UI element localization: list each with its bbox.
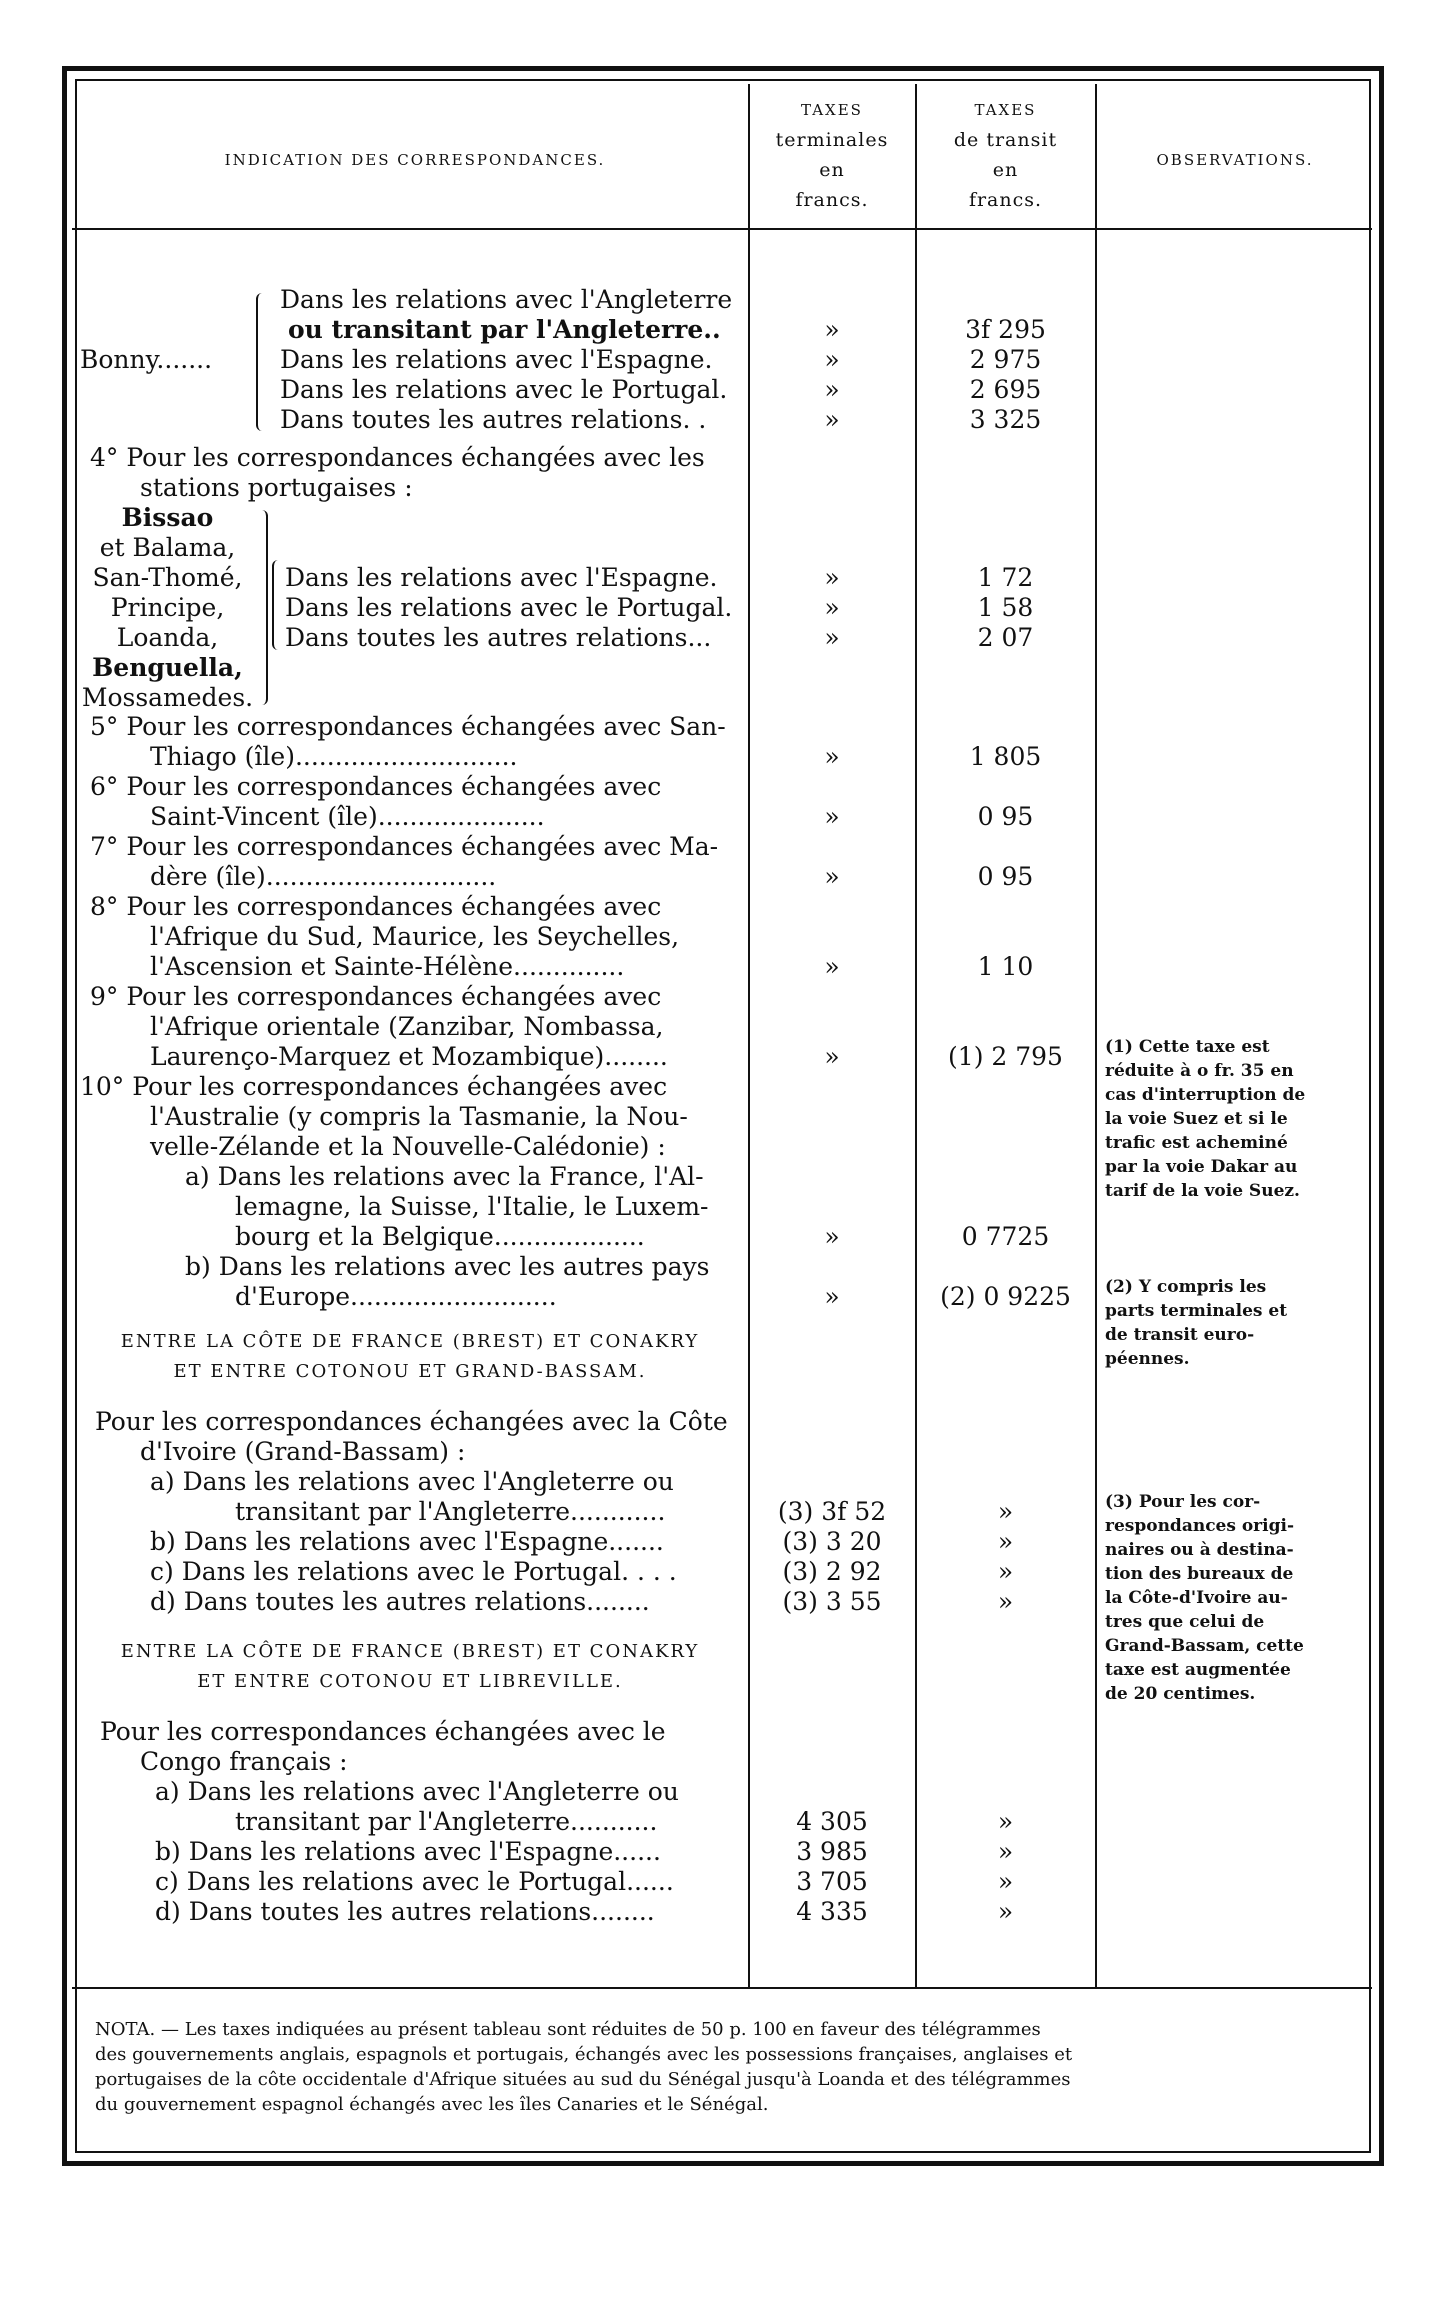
observation-note-3 [1105, 1490, 1370, 1706]
note-line: de 20 centimes. [1105, 1684, 1256, 1704]
libreville-trans: » [997, 1807, 1014, 1836]
libreville-term: 4 335 [796, 1897, 868, 1926]
s4-line: Dans les relations avec le Portugal. [285, 593, 733, 622]
bonny-label: Bonny....... [80, 345, 213, 374]
item-6-trans: 0 95 [977, 802, 1034, 831]
section-title-bassam: ET ENTRE COTONOU ET GRAND-BASSAM. [173, 1361, 647, 1382]
bassam-row: c) Dans les relations avec le Portugal. . . . [150, 1557, 677, 1586]
bassam-term: (3) 3 20 [782, 1527, 882, 1556]
observation-note-1 [1105, 1035, 1370, 1203]
header-terminal [752, 95, 912, 215]
header-rule [72, 228, 1372, 230]
item-9-term: » [824, 1042, 840, 1071]
note-line: de transit euro- [1105, 1325, 1255, 1345]
header-transit [918, 95, 1093, 215]
note-line: trafic est acheminé [1105, 1133, 1288, 1153]
section-title-libreville: ENTRE LA CÔTE DE FRANCE (BREST) ET CONAKRY [120, 1641, 700, 1662]
bonny-line: Dans les relations avec le Portugal. [280, 375, 728, 404]
nota-line: portugaises de la côte occidentale d'Afrique situées au sud du Sénégal jusqu'à Loanda et des télégrammes [95, 2069, 1071, 2090]
bonny-term: » [824, 375, 840, 404]
s4-trans: 2 07 [977, 623, 1034, 652]
note-line: réduite à o fr. 35 en [1105, 1061, 1294, 1081]
item-7: dère (île)............................. [150, 862, 497, 891]
item-7-term: » [824, 862, 840, 891]
header-terminal-line: en [819, 159, 845, 181]
item-10: velle-Zélande et la Nouvelle-Calédonie) : [150, 1132, 666, 1161]
bassam-row: b) Dans les relations avec l'Espagne....... [150, 1527, 664, 1556]
note-line: (2) Y compris les [1105, 1277, 1267, 1297]
item-6-term: » [824, 802, 840, 831]
bonny-trans: 3 325 [969, 405, 1042, 434]
item-9: l'Afrique orientale (Zanzibar, Nombassa, [150, 1012, 664, 1041]
s4-line: Dans toutes les autres relations... [285, 623, 712, 652]
item-7-trans: 0 95 [977, 862, 1034, 891]
station-name: Bissao [121, 503, 214, 532]
item-5-term: » [824, 742, 840, 771]
libreville-intro: Congo français : [140, 1747, 348, 1776]
bassam-term: (3) 3f 52 [777, 1497, 887, 1526]
item-10-a-trans: 0 7725 [961, 1222, 1050, 1251]
note-line: parts terminales et [1105, 1301, 1288, 1321]
section-title-bassam: ENTRE LA CÔTE DE FRANCE (BREST) ET CONAKRY [120, 1331, 700, 1352]
note-line: naires ou à destina- [1105, 1540, 1294, 1560]
item-5-trans: 1 805 [969, 742, 1042, 771]
item-10: l'Australie (y compris la Tasmanie, la Nou- [150, 1102, 688, 1131]
libreville-term: 3 705 [796, 1867, 868, 1896]
note-line: cas d'interruption de [1105, 1085, 1306, 1105]
bonny-brace [256, 293, 266, 431]
bonny-trans: 2 975 [969, 345, 1042, 374]
bassam-row: d) Dans toutes les autres relations........ [150, 1587, 650, 1616]
bonny-line: Dans les relations avec l'Espagne. [280, 345, 713, 374]
bonny-term: » [824, 345, 840, 374]
libreville-trans: » [997, 1837, 1014, 1866]
bonny-term: » [824, 315, 840, 344]
item-8: l'Ascension et Sainte-Hélène.............. [150, 952, 625, 981]
s4-term: » [824, 563, 840, 592]
note-line: taxe est augmentée [1105, 1660, 1291, 1680]
item-10-b-term: » [824, 1282, 840, 1311]
s4-brace-left [272, 560, 282, 650]
header-transit-line: francs. [968, 189, 1043, 211]
header-transit-line: TAXES [974, 101, 1037, 119]
header-terminal-line: francs. [795, 189, 869, 211]
s4-term: » [824, 623, 840, 652]
station-name: et Balama, [99, 533, 236, 562]
bonny-trans: 3f 295 [965, 315, 1046, 344]
note-line: respondances origi- [1105, 1516, 1295, 1536]
note-line: tion des bureaux de [1105, 1564, 1294, 1584]
note-line: tres que celui de [1105, 1612, 1265, 1632]
header-terminal-line: TAXES [801, 101, 863, 119]
note-line: Grand-Bassam, cette [1105, 1636, 1304, 1656]
bonny-lines [280, 285, 732, 435]
bonny-line: Dans toutes les autres relations. . [280, 405, 707, 434]
section-title-libreville: ET ENTRE COTONOU ET LIBREVILLE. [197, 1671, 623, 1692]
station-name: Benguella, [92, 653, 243, 682]
item-10: 10° Pour les correspondances échangées avec [80, 1072, 668, 1101]
libreville-term: 4 305 [796, 1807, 868, 1836]
header-terminal-line: terminales [775, 129, 889, 151]
item-9: 9° Pour les correspondances échangées avec [90, 982, 662, 1011]
item-8-trans: 1 10 [977, 952, 1034, 981]
header-transit-line: de transit [953, 129, 1058, 151]
station-name: Loanda, [116, 623, 219, 652]
item-6: 6° Pour les correspondances échangées avec [90, 772, 662, 801]
col-divider-2 [915, 84, 917, 1989]
libreville-row: b) Dans les relations avec l'Espagne...... [155, 1837, 661, 1866]
libreville-row: d) Dans toutes les autres relations........ [155, 1897, 655, 1926]
item-8-term: » [824, 952, 840, 981]
s4-term: » [824, 593, 840, 622]
item-10-b: b) Dans les relations avec les autres pays [185, 1252, 710, 1281]
nota-block [95, 2017, 1355, 2117]
libreville-row: c) Dans les relations avec le Portugal...... [155, 1867, 674, 1896]
note-line: par la voie Dakar au [1105, 1157, 1298, 1177]
item-10-a-term: » [824, 1222, 840, 1251]
s4-trans: 1 58 [977, 593, 1034, 622]
header-transit-line: en [992, 159, 1019, 181]
nota-line: du gouvernement espagnol échangés avec les îles Canaries et le Sénégal. [95, 2094, 769, 2115]
s4-stations [75, 503, 260, 713]
item-10-b: d'Europe.......................... [235, 1282, 557, 1311]
bonny-line: Dans les relations avec l'Angleterre [280, 285, 733, 314]
libreville-row: a) Dans les relations avec l'Angleterre ou [155, 1777, 679, 1806]
libreville-trans: » [997, 1867, 1014, 1896]
bonny-term: » [824, 405, 840, 434]
s4-intro: 4° Pour les correspondances échangées avec les [90, 443, 705, 472]
s4-intro: stations portugaises : [140, 473, 413, 502]
item-8: l'Afrique du Sud, Maurice, les Seychelles, [150, 922, 680, 951]
note-line: péennes. [1105, 1349, 1190, 1369]
bonny-trans: 2 695 [969, 375, 1042, 404]
bassam-row: a) Dans les relations avec l'Angleterre ou [150, 1467, 674, 1496]
header-indication: INDICATION DES CORRESPONDANCES. [224, 151, 606, 169]
note-line: la Côte-d'Ivoire au- [1105, 1588, 1288, 1608]
bonny-line: ou transitant par l'Angleterre.. [288, 315, 721, 344]
libreville-trans: » [997, 1897, 1014, 1926]
note-line: (3) Pour les cor- [1105, 1492, 1261, 1512]
item-7: 7° Pour les correspondances échangées avec Ma- [90, 832, 719, 861]
item-10-a: lemagne, la Suisse, l'Italie, le Luxem- [235, 1192, 709, 1221]
bassam-trans: » [997, 1527, 1014, 1556]
s4-trans: 1 72 [977, 563, 1034, 592]
bassam-intro: Pour les correspondances échangées avec la Côte [95, 1407, 728, 1436]
libreville-intro: Pour les correspondances échangées avec le [100, 1717, 666, 1746]
nota-line: des gouvernements anglais, espagnols et portugais, échangés avec les possessions françaises, anglaises et [95, 2044, 1073, 2065]
item-10-b-trans: (2) 0 9225 [940, 1282, 1071, 1311]
note-line: la voie Suez et si le [1105, 1109, 1288, 1129]
col-divider-1 [748, 84, 750, 1989]
observation-note-2 [1105, 1275, 1370, 1371]
bassam-term: (3) 3 55 [782, 1587, 882, 1616]
nota-line: NOTA. — Les taxes indiquées au présent tableau sont réduites de 50 p. 100 en faveur des télégrammes [95, 2019, 1041, 2040]
bassam-trans: » [997, 1587, 1014, 1616]
item-5: Thiago (île)............................ [150, 742, 518, 771]
item-5: 5° Pour les correspondances échangées avec San- [90, 712, 726, 741]
bassam-row: transitant par l'Angleterre............ [235, 1497, 666, 1526]
item-9-trans: (1) 2 795 [948, 1042, 1063, 1071]
item-8: 8° Pour les correspondances échangées avec [90, 892, 662, 921]
bassam-trans: » [997, 1497, 1014, 1526]
station-name: Mossamedes. [81, 683, 254, 712]
nota-rule [72, 1987, 1372, 1989]
item-9: Laurenço-Marquez et Mozambique)........ [150, 1042, 668, 1071]
libreville-term: 3 985 [796, 1837, 868, 1866]
item-10-a: bourg et la Belgique................... [235, 1222, 645, 1251]
libreville-row: transitant par l'Angleterre........... [235, 1807, 658, 1836]
s4-line: Dans les relations avec l'Espagne. [285, 563, 718, 592]
item-10-a: a) Dans les relations avec la France, l'Al- [185, 1162, 704, 1191]
s4-brace-right [258, 510, 268, 705]
item-6: Saint-Vincent (île)..................... [150, 802, 545, 831]
bassam-term: (3) 2 92 [782, 1557, 882, 1586]
header-observations: OBSERVATIONS. [1156, 151, 1314, 169]
note-line: (1) Cette taxe est [1105, 1037, 1270, 1057]
bassam-intro: d'Ivoire (Grand-Bassam) : [140, 1437, 466, 1466]
station-name: San-Thomé, [92, 563, 243, 592]
note-line: tarif de la voie Suez. [1105, 1181, 1300, 1201]
station-name: Principe, [110, 593, 225, 622]
col-divider-3 [1095, 84, 1097, 1989]
bassam-trans: » [997, 1557, 1014, 1586]
